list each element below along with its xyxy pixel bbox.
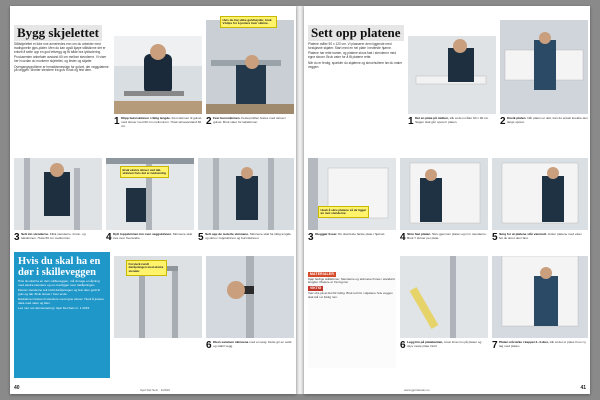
step-4 — [106, 233, 194, 242]
step-title: Klipp bunnskinnen i riktig lengde. — [121, 116, 171, 120]
step-title: Kneik platen. — [507, 116, 527, 120]
left-intro — [14, 43, 110, 75]
step-5 — [198, 233, 292, 242]
step-2-photo — [206, 20, 294, 114]
page-number: 40 — [14, 385, 20, 391]
step-text: Festeprofilen festes med skruer i gulvet. Bruk vater for takskinnen. — [213, 116, 287, 124]
step-number: 2 — [206, 116, 212, 127]
door-box-title: Hvis du skal ha en dør i skilleveggen — [18, 256, 101, 278]
step-number: 1 — [408, 116, 414, 127]
step-number: 2 — [500, 116, 506, 127]
plate-step-1 — [408, 117, 496, 126]
step-title: Kleggjør lisser. — [315, 232, 338, 236]
step-6 — [206, 341, 294, 350]
step-1 — [114, 117, 202, 128]
plate-step-1-photo — [408, 36, 496, 114]
warning-text: Vær obs på at det blir fuktig. Bruk tett lim i skjøtene hvis veggen skal stå i et fuktig rom. — [308, 290, 393, 299]
step-2 — [206, 117, 294, 126]
door-box-body — [14, 280, 110, 311]
step-number: 4 — [106, 232, 112, 243]
step-6-photo — [206, 256, 294, 338]
warning-label: VIKTIG — [310, 285, 322, 290]
door-box-paragraph: Hvis du skal ha en dør i skilleveggen, må du lage en åpning med ekstra stendere og en overligger over døråpningen. — [18, 279, 100, 287]
plate-step-3 — [308, 233, 396, 242]
step-text: Skinnene skal tres over hverandre. — [113, 232, 192, 240]
intro-paragraph: Overgangsprofilene er hensiktsmessige for gulvet, der veggplatene på veggen. Monter stendere fra gulv til tak og fest dem. — [14, 64, 109, 73]
step-number: 3 — [14, 232, 20, 243]
step-text: slik at det er plass til en ny lag med platen. — [499, 340, 586, 348]
left-page — [10, 6, 296, 394]
tip-callout: Forsterk rundt døråpningen med ekstra stender. — [126, 260, 167, 276]
step-text: Skru gjennom platen og inn i stenderne. Bruk 7 skruer per plate. — [407, 232, 487, 240]
step-number: 1 — [114, 116, 120, 127]
step-number: 7 — [492, 340, 498, 351]
page-gutter — [296, 6, 304, 394]
step-number: 6 — [400, 340, 406, 351]
step-title: Sørg for at platene står vannrett. — [499, 232, 547, 236]
step-number: 6 — [206, 340, 212, 351]
plate-step-3-photo — [308, 158, 396, 230]
page-footer-web: www.gjordetselv.no — [404, 388, 430, 392]
tip-callout: Bruk ekstra skruer ved tak-skinnen hvis det er nødvendig. — [120, 166, 169, 178]
plate-step-2-photo — [500, 20, 588, 114]
tip-callout: Hvis du har ulike gulvhøyder, bruk V-klips for å justere hver skinne. — [220, 16, 277, 28]
magazine-name: Gjør Det Selv — [140, 388, 159, 392]
step-1-photo — [114, 36, 202, 114]
plate-step-6-photo — [400, 256, 488, 338]
step-title: Legg lim på platekanten, — [407, 340, 444, 344]
step-title: Klem sammen skinnene — [213, 340, 249, 344]
right-intro — [308, 43, 404, 71]
door-box-paragraph: Les mer om dørmontering i Gjør Det Selv nr. 1 2015. — [18, 306, 91, 311]
plate-step-5-photo — [492, 158, 588, 230]
right-page — [304, 6, 590, 394]
step-text: Når platen er delt, kan du enkelt knekke den langs sporet. — [507, 116, 588, 124]
step-title: Del en plate på midten, — [415, 116, 449, 120]
step-number: 3 — [308, 232, 314, 243]
step-5-photo — [198, 158, 294, 230]
intro-paragraph: Produsenten anbefaler avstand 60 cm mellom stenderne. Vi viser her hvordan du monterer skjelettet, og fester og skjøter. — [14, 55, 107, 64]
left-page-title: Bygg skjelettet — [14, 25, 102, 41]
step-text: Klikk stenderne i bunn- og takskinnen. Husk 60 cm mellomrom. — [21, 232, 86, 240]
plate-step-6 — [400, 341, 488, 350]
step-title: Sett opp de isolerte skinnene. — [205, 232, 249, 236]
intro-paragraph: Platene har rette kanter, og platene skrus fast i stenderne med egne skruer. Bruk vater for å få platene rette. — [308, 51, 397, 60]
step-title: Sett inn stenderne. — [21, 232, 49, 236]
plate-step-5 — [492, 233, 586, 242]
plate-step-7-photo — [492, 256, 588, 338]
step-number: 5 — [492, 232, 498, 243]
step-text: smør limet inn på platen og skyv neste plate inntil. — [407, 340, 482, 348]
door-info-box — [14, 252, 110, 378]
door-box-paragraph: Monter stenderne tett inntil døråpningen og fest dem godt til gulv og tak. Bruk skruer i hver ende. — [18, 288, 100, 296]
plate-step-4 — [400, 233, 488, 242]
step-title: Platen må tørke i kappet 2–4 uker, — [499, 340, 549, 344]
door-box-paragraph: Dørkarmen festes til stendere med egne skruer. Husk å justere døra med vater og kiler. — [18, 297, 104, 305]
page-footer: Gjør Det Selv · 1/2016 — [140, 388, 170, 392]
plate-step-2 — [500, 117, 588, 126]
step-3 — [14, 233, 102, 242]
materials-text: Kjøp ferdige stålskinner. Stenderne og skinnene finnes i standard lengder. Platene er fra Gyproc. — [308, 276, 395, 285]
materials-label: MATERIALER — [310, 271, 334, 276]
step-number: 5 — [198, 232, 204, 243]
sidebar-info — [308, 272, 396, 368]
step-title: Dytt toppskinnen inn over veggskinnen. — [113, 232, 172, 236]
step-text: Fest skinnen til gulvet med skruer med 60 cm mellomrom. Husk skrueavstand 60 cm. — [121, 116, 202, 128]
intro-paragraph: Stålskjelettet er ikke noe annerledes enn om du arbeider med tradisjonelle gips-plater. Men du kan også kjøpe stålskinne det er enkelt å sette opp en god lettvegg og få både bra lydisolering. — [14, 42, 106, 54]
step-text: Skinnene skal ha riktig lengde og skrus i toppskinnen og bunnskinnen. — [205, 232, 291, 240]
step-3-photo — [14, 158, 102, 230]
issue-number: 1/2016 — [160, 388, 170, 392]
step-number: 4 — [400, 232, 406, 243]
step-title: Skru fast platen. — [407, 232, 432, 236]
plate-step-4-photo — [400, 158, 488, 230]
step-text: slik at den måler 60 x 90 cm. Sagen skal gå i sporet i platen. — [415, 116, 490, 124]
page-number: 41 — [580, 385, 586, 391]
intro-paragraph: Platene måler 90 x 120 cm. Vi plasserer dem liggende med forskjøvne skjøter. Start med en hel plate i nederste hjørne. — [308, 42, 392, 50]
step-title: Fest bunnskinnen. — [213, 116, 241, 120]
step-text: Du skal feste første plate i hjørnet. — [338, 232, 386, 236]
plate-step-7 — [492, 341, 586, 350]
step-text: med en tang. Dette gir en solid og stabil vegg. — [213, 340, 292, 348]
step-text: Juster platene med vater før du skrur dem fast. — [499, 232, 582, 240]
tip-callout: Husk å skru platene så de ligger an mot stenderne. — [318, 206, 369, 218]
intro-paragraph: Når du er ferdig, sparkler du skjøtene og skruehullene før du maler veggen. — [308, 60, 403, 69]
right-page-title: Sett opp platene — [308, 25, 404, 41]
